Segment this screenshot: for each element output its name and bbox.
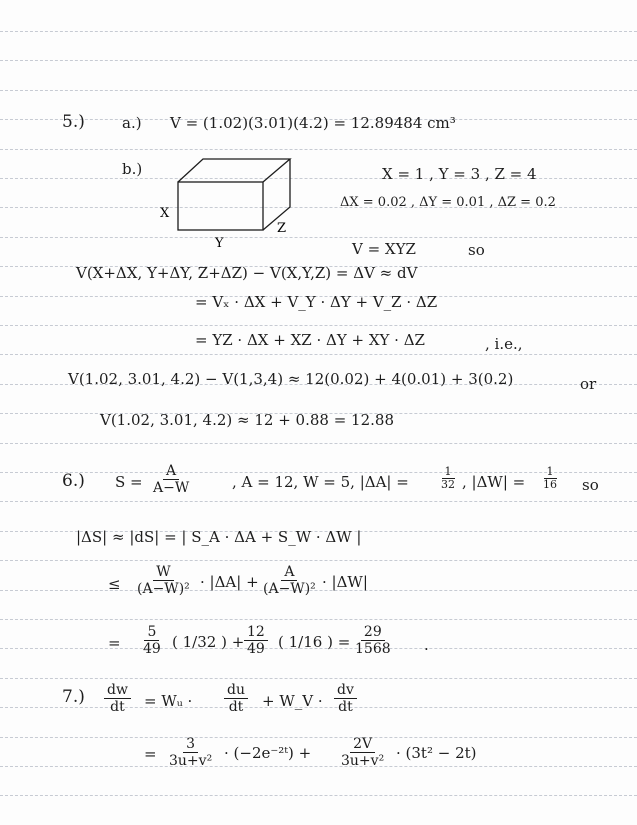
box-label-y: Y — [215, 236, 224, 251]
ds-line: |ΔS| ≈ |dS| = | S_A · ΔA + S_W · ΔW | — [76, 528, 362, 546]
s-fraction-numerator: A — [163, 463, 179, 480]
three-over-denominator: 3u+v² — [169, 753, 213, 769]
part-b-label: b.) — [122, 160, 143, 178]
ruled-line — [0, 678, 637, 679]
second-product: ( 1/16 ) = — [278, 633, 351, 651]
ruled-line — [0, 443, 637, 444]
ruled-line — [0, 237, 637, 238]
ruled-line — [0, 501, 637, 502]
ruled-line — [0, 90, 637, 91]
partials-line: = Vₓ · ΔX + V_Y · ΔY + V_Z · ΔZ — [195, 293, 438, 311]
box-diagram — [150, 150, 310, 255]
s-fraction — [150, 463, 192, 496]
equals-sign-6: = — [108, 634, 121, 652]
equals-sign-7: = — [144, 745, 157, 763]
twelve-over-numerator: 12 — [244, 624, 268, 641]
ruled-line — [0, 149, 637, 150]
given-a-w: , A = 12, W = 5, |ΔA| = — [232, 473, 409, 491]
a-over-numerator: A — [281, 564, 297, 581]
problem-7-number: 7.) — [62, 687, 85, 707]
volume-formula: V = XYZ — [352, 240, 416, 258]
so-note: so — [468, 241, 485, 259]
five-over-fraction — [140, 624, 164, 657]
delta-a-denominator: 32 — [441, 478, 455, 491]
du-dt-fraction — [224, 682, 248, 715]
ruled-line — [0, 795, 637, 796]
w-over-denominator: (A−W)² — [137, 581, 190, 597]
two-v-denominator: 3u+v² — [341, 753, 385, 769]
ruled-line — [0, 766, 637, 767]
w-over-fraction — [134, 564, 193, 597]
dt-denominator: dt — [110, 699, 125, 715]
ruled-line — [0, 354, 637, 355]
three-over-fraction — [166, 736, 215, 769]
dv-dt-denominator: dt — [338, 699, 353, 715]
substituted-partials-line: = YZ · ΔX + XZ · ΔY + XY · ΔZ — [195, 331, 425, 349]
problem-6-number: 6.) — [62, 471, 85, 491]
delta-w-fraction — [540, 466, 560, 491]
box-label-x: X — [160, 206, 170, 221]
exp-term: · (−2e⁻²ᵗ) + — [224, 744, 312, 762]
delta-w-numerator: 1 — [544, 466, 557, 479]
ruled-line — [0, 178, 637, 179]
du-dt-denominator: dt — [228, 699, 244, 715]
dv-numerator: dv — [334, 682, 357, 699]
given-values: X = 1 , Y = 3 , Z = 4 — [382, 165, 537, 183]
so-note-6: so — [582, 476, 599, 494]
ruled-line — [0, 737, 637, 738]
five-over-denominator: 49 — [143, 641, 161, 657]
box-edges — [178, 159, 290, 230]
delta-w-denominator: 16 — [543, 478, 557, 491]
delta-a-fraction — [438, 466, 458, 491]
polynomial-term: · (3t² − 2t) — [396, 744, 477, 762]
volume-calculation: V = (1.02)(3.01)(4.2) = 12.89484 cm³ — [170, 114, 456, 132]
delta-v-line: V(X+ΔX, Y+ΔY, Z+ΔZ) − V(X,Y,Z) = ΔV ≈ dV — [76, 264, 418, 282]
du-numerator: du — [224, 682, 248, 699]
five-over-numerator: 5 — [144, 624, 159, 641]
dv-dt-fraction — [334, 682, 357, 715]
period-mark: . — [424, 636, 429, 654]
result-numerator: 29 — [361, 624, 385, 641]
problem-5-number: 5.) — [62, 112, 85, 132]
a-over-fraction — [260, 564, 319, 597]
twelve-over-denominator: 49 — [247, 641, 265, 657]
chain-rule-second: + W_V · — [262, 692, 323, 710]
ruled-line — [0, 619, 637, 620]
twelve-over-fraction — [244, 624, 268, 657]
result-fraction — [352, 624, 394, 657]
s-equals: S = — [115, 473, 143, 491]
ie-note: , i.e., — [485, 335, 523, 353]
dw-numerator: dw — [104, 682, 131, 699]
ruled-line — [0, 31, 637, 32]
ruled-line — [0, 560, 637, 561]
given-delta-w: , |ΔW| = — [462, 473, 526, 491]
or-note: or — [580, 375, 597, 393]
first-product: ( 1/32 ) + — [172, 633, 245, 651]
abs-delta-w: · |ΔW| — [322, 573, 368, 591]
two-v-numerator: 2V — [350, 736, 375, 753]
box-label-z: Z — [277, 221, 287, 236]
two-v-over-fraction — [338, 736, 387, 769]
ruled-line — [0, 60, 637, 61]
ruled-line — [0, 325, 637, 326]
result-denominator: 1568 — [355, 641, 391, 657]
le-sign: ≤ — [108, 575, 121, 593]
result-line: V(1.02, 3.01, 4.2) ≈ 12 + 0.88 = 12.88 — [100, 411, 395, 429]
approximation-line: V(1.02, 3.01, 4.2) − V(1,3,4) ≈ 12(0.02) + 4(0.01) + 3(0.2) — [68, 370, 514, 388]
delta-a-numerator: 1 — [442, 466, 455, 479]
a-over-denominator: (A−W)² — [263, 581, 316, 597]
abs-delta-a: · |ΔA| + — [200, 573, 259, 591]
given-increments: ΔX = 0.02 , ΔY = 0.01 , ΔZ = 0.2 — [340, 195, 556, 210]
w-over-numerator: W — [153, 564, 173, 581]
three-over-numerator: 3 — [183, 736, 198, 753]
chain-rule-first: = Wᵤ · — [144, 692, 193, 710]
part-a-label: a.) — [122, 114, 142, 132]
dw-dt-fraction — [104, 682, 131, 715]
s-fraction-denominator: A−W — [153, 480, 190, 496]
